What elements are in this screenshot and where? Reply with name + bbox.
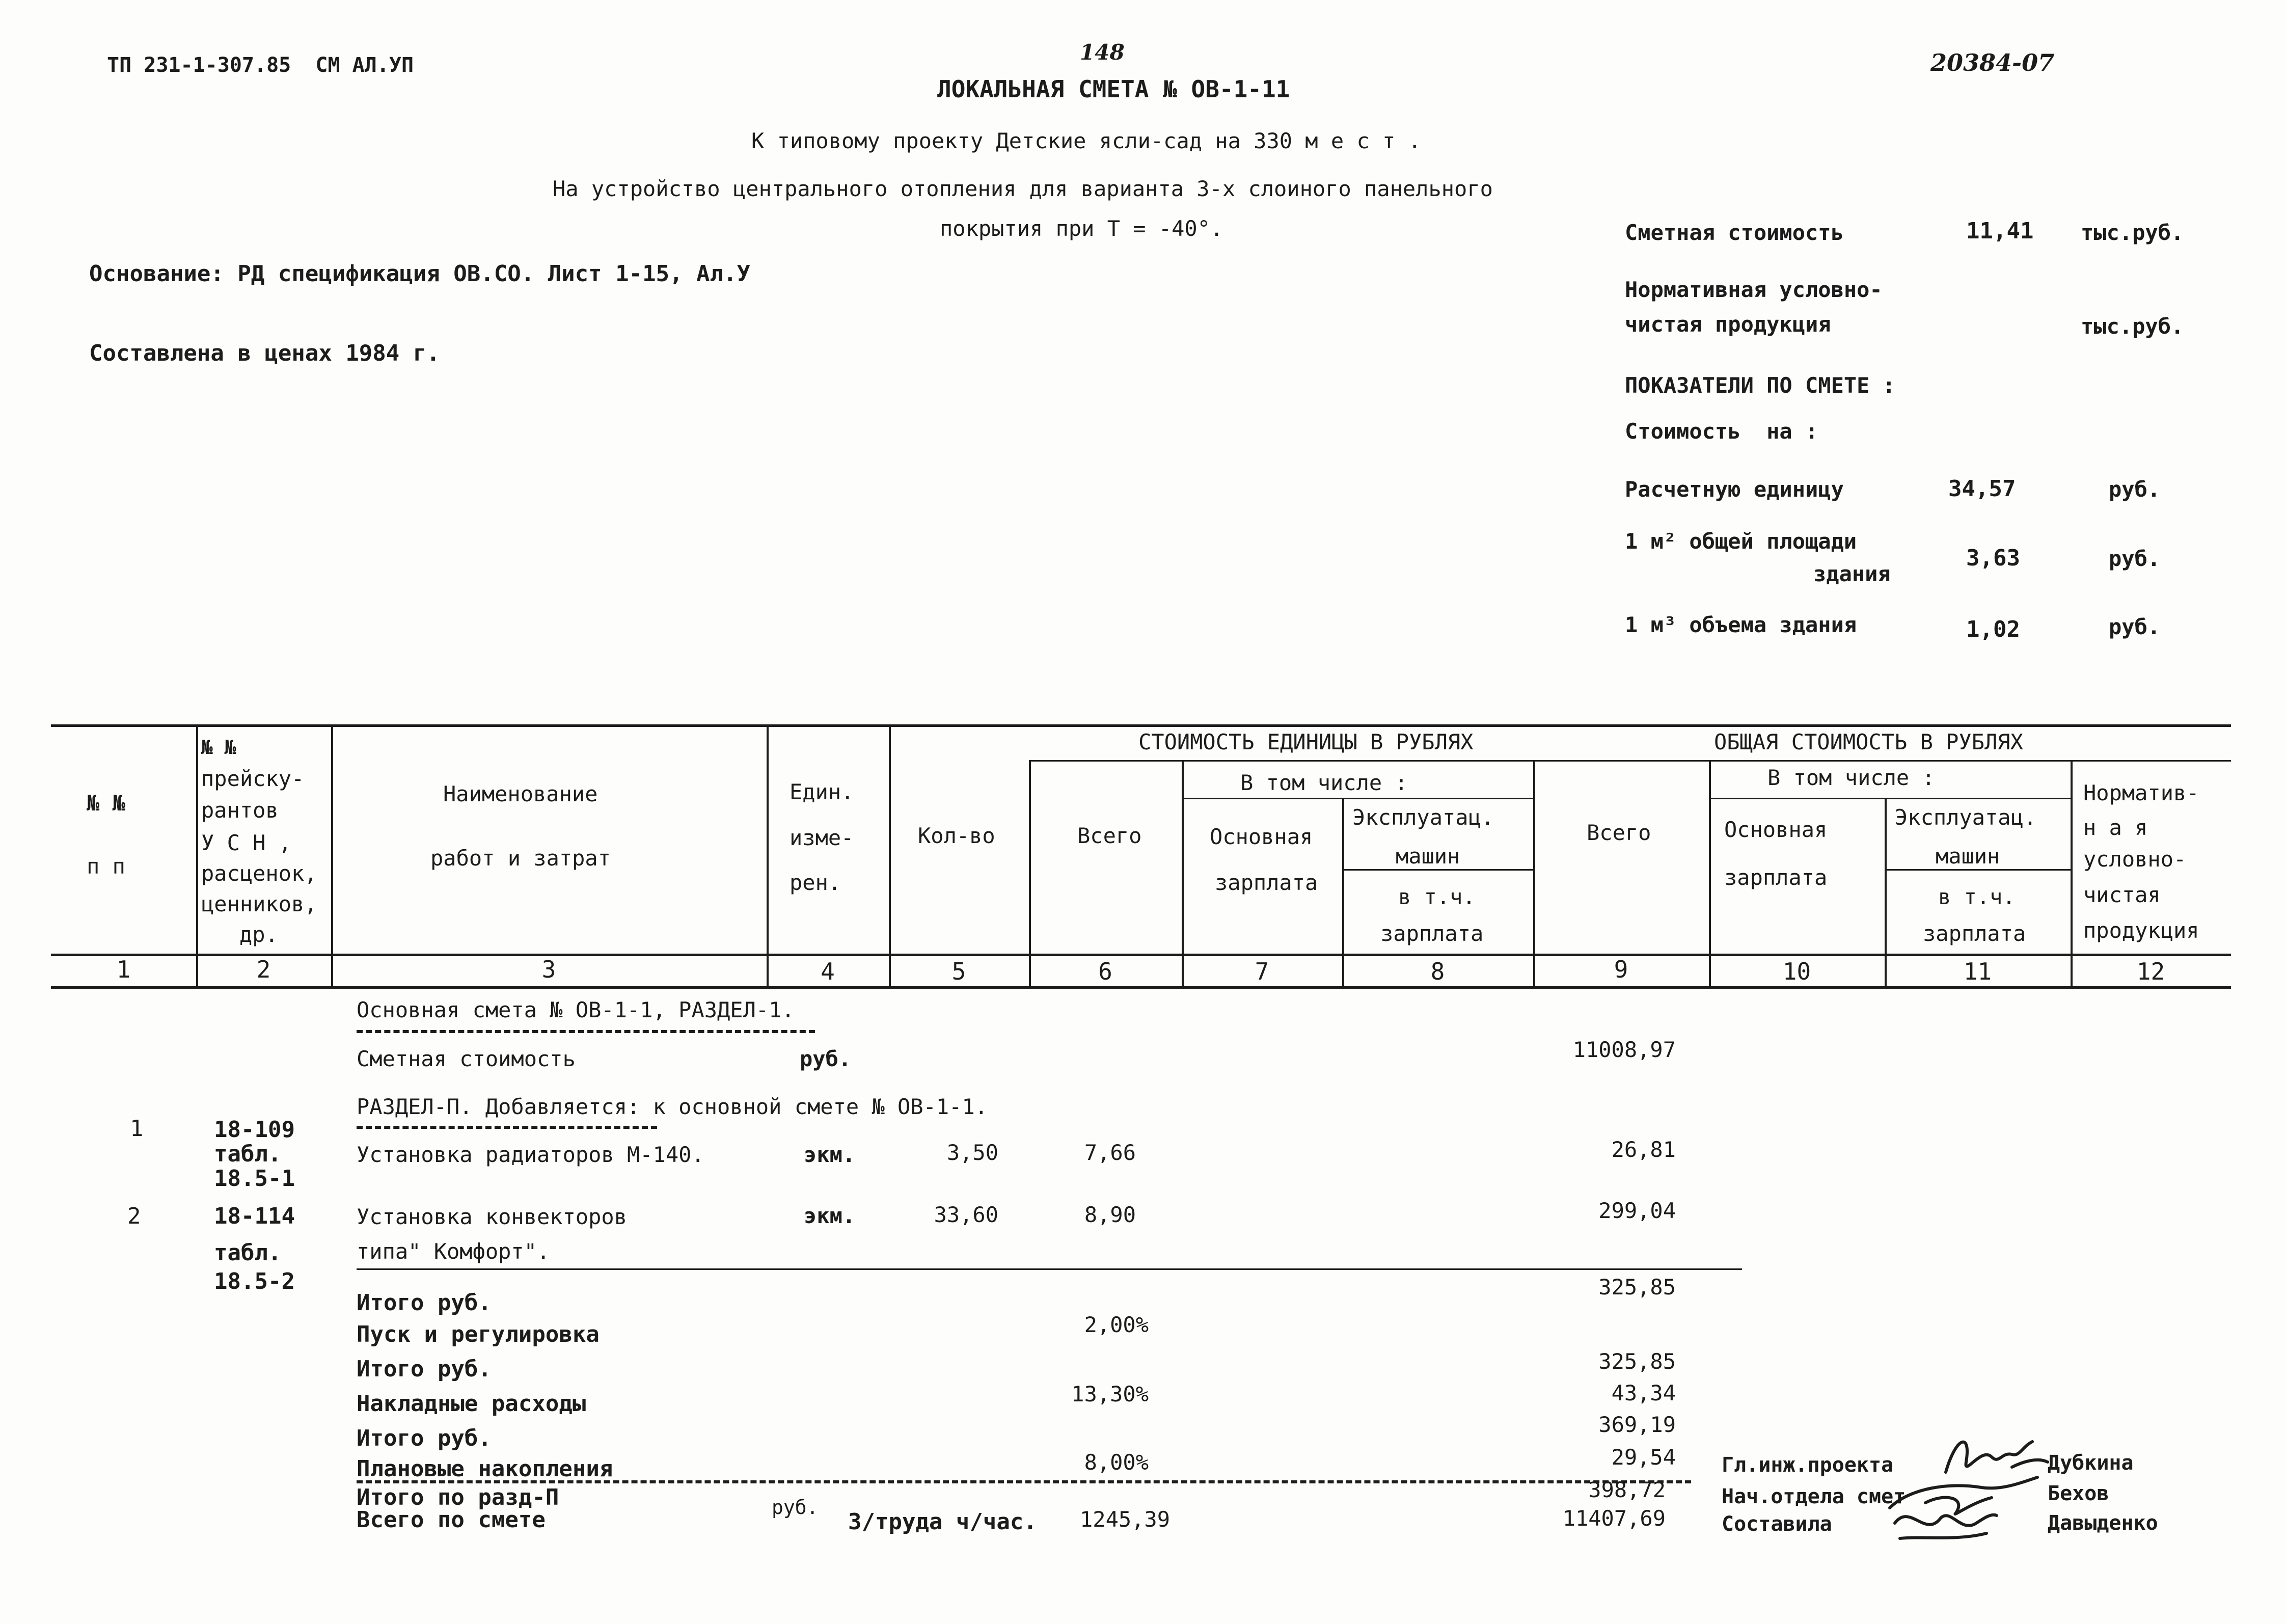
- volume-cost-label: 1 м³ объема здания: [1625, 612, 1857, 637]
- column-numbers-rule: [51, 954, 2231, 956]
- grand-total-label: Всего по смете: [357, 1507, 546, 1533]
- section-2-underline: [357, 1126, 657, 1129]
- col12-header-line3: условно-: [2083, 847, 2187, 872]
- subtotal-value: 325,85: [1598, 1275, 1676, 1300]
- col8-header-line2: машин: [1396, 844, 1460, 869]
- row-unit-total: 8,90: [1084, 1202, 1136, 1227]
- chief-engineer-name: Дубкина: [2048, 1451, 2134, 1475]
- row-name-line2: типа" Комфорт".: [357, 1239, 550, 1264]
- col2-header-line5: расценок,: [201, 861, 317, 886]
- row-code-line3: 18.5-2: [214, 1268, 295, 1294]
- estimated-cost-value: 11,41: [1966, 218, 2034, 244]
- col-number-4: 4: [821, 958, 835, 985]
- net-production-label-2: чистая продукция: [1625, 312, 1831, 337]
- planned-accumulations-value: 29,54: [1611, 1445, 1676, 1470]
- section-total-value: 398,72: [1588, 1477, 1666, 1502]
- col3-header-line2: работ и затрат: [430, 846, 611, 871]
- col3-header-line1: Наименование: [443, 781, 598, 806]
- startup-rate: 2,00%: [1084, 1312, 1149, 1337]
- col12-header-line2: н а я: [2083, 815, 2148, 840]
- estimated-cost-row-label: Сметная стоимость: [357, 1046, 576, 1071]
- col11-header-line2: машин: [1936, 844, 2000, 869]
- col-divider-4: [889, 725, 891, 986]
- net-production-label-1: Нормативная условно-: [1625, 277, 1883, 302]
- planned-accumulations-label: Плановые накопления: [357, 1456, 613, 1482]
- col-number-6: 6: [1098, 958, 1112, 985]
- area-cost-value: 3,63: [1966, 545, 2020, 571]
- subgroup-rule-total: [1709, 798, 2071, 799]
- machine-wage-rule-total: [1885, 869, 2071, 871]
- section-total-label: Итого по разд-П: [357, 1484, 559, 1510]
- unit-incl-header: В том числе :: [1240, 770, 1408, 795]
- rows-separator: [357, 1268, 1742, 1270]
- col1-header-line1: № №: [87, 791, 125, 816]
- planned-accumulations-rate: 8,00%: [1084, 1450, 1149, 1475]
- col2-header-line2: прейску-: [201, 766, 305, 791]
- compiler-role: Составила: [1722, 1512, 1832, 1536]
- row-unit: экм.: [804, 1203, 856, 1228]
- col4-header-line1: Един.: [790, 779, 854, 804]
- cost-per-label: Стоимость на :: [1625, 419, 1818, 444]
- col-divider-9: [1709, 761, 1711, 986]
- subgroup-rule-unit: [1182, 798, 1533, 799]
- row-quantity: 3,50: [946, 1140, 998, 1165]
- net-production-unit: тыс.руб.: [2081, 314, 2184, 339]
- estimated-cost-row-value: 11008,97: [1572, 1037, 1676, 1062]
- basis-line: Основание: РД спецификация ОВ.СО. Лист 1-15, Ал.У: [89, 261, 751, 287]
- unit-cost-label: Расчетную единицу: [1625, 477, 1844, 502]
- row-unit-total: 7,66: [1084, 1140, 1136, 1165]
- col2-header-line4: У С Н ,: [201, 830, 292, 855]
- col9-header: Всего: [1587, 820, 1651, 845]
- volume-cost-unit: руб.: [2109, 614, 2161, 639]
- subtotal-label: Итого руб.: [357, 1356, 492, 1382]
- startup-label: Пуск и регулировка: [357, 1321, 600, 1347]
- total-cost-group-header: ОБЩАЯ СТОИМОСТЬ В РУБЛЯХ: [1714, 729, 2023, 754]
- col-number-3: 3: [541, 956, 556, 983]
- estimate-title: ЛОКАЛЬНАЯ СМЕТА № ОВ-1-11: [937, 75, 1290, 103]
- col4-header-line2: изме-: [790, 825, 854, 850]
- total-incl-header: В том числе :: [1767, 765, 1935, 790]
- area-cost-unit: руб.: [2109, 546, 2161, 571]
- head-of-department-role: Нач.отдела смет: [1722, 1485, 1906, 1508]
- col2-header-line7: др.: [239, 922, 278, 947]
- area-cost-label-1: 1 м² общей площади: [1625, 529, 1857, 554]
- document-code: ТП 231-1-307.85 СМ АЛ.УП: [107, 53, 414, 77]
- unit-cost-group-header: СТОИМОСТЬ ЕДИНИЦЫ В РУБЛЯХ: [1138, 729, 1474, 754]
- overhead-rate: 13,30%: [1071, 1382, 1149, 1406]
- labor-label: З/труда ч/час.: [848, 1509, 1037, 1535]
- col11-header-line3: в т.ч.: [1938, 884, 2016, 909]
- col-number-7: 7: [1255, 958, 1269, 985]
- table-header-bottom-rule: [51, 986, 2231, 989]
- head-of-department-name: Бехов: [2048, 1482, 2109, 1505]
- section-2-line: РАЗДЕЛ-П. Добавляется: к основной смете № ОВ-1-1.: [357, 1094, 988, 1119]
- col2-header-line6: ценников,: [201, 891, 317, 916]
- col-number-9: 9: [1614, 956, 1628, 983]
- row-number: 2: [127, 1203, 141, 1229]
- col-number-2: 2: [256, 956, 271, 983]
- totals-dashed-rule: [357, 1480, 1691, 1483]
- col-divider-8: [1533, 761, 1535, 986]
- col-divider-1: [196, 725, 198, 986]
- row-code-line1: 18-109: [214, 1117, 295, 1143]
- subtotal-label: Итого руб.: [357, 1425, 492, 1451]
- page-number: 148: [1080, 40, 1125, 65]
- row-code-line3: 18.5-1: [214, 1166, 295, 1192]
- compiler-name: Давыденко: [2048, 1511, 2158, 1535]
- unit-cost-value: 34,57: [1948, 476, 2016, 502]
- col-number-5: 5: [951, 958, 966, 985]
- base-estimate-line: Основная смета № ОВ-1-1, РАЗДЕЛ-1.: [357, 997, 795, 1022]
- base-estimate-underline: [357, 1030, 815, 1033]
- col8-header-line3: в т.ч.: [1398, 884, 1476, 909]
- group-rule: [1029, 760, 2231, 762]
- overhead-value: 43,34: [1611, 1381, 1676, 1405]
- estimated-cost-unit: тыс.руб.: [2081, 220, 2184, 245]
- col5-header: Кол-во: [918, 823, 995, 848]
- col-number-1: 1: [116, 956, 131, 983]
- col-number-11: 11: [1963, 958, 1992, 985]
- col7-header-line2: зарплата: [1215, 870, 1318, 895]
- signature-compiler: [1885, 1493, 2002, 1549]
- col2-header-line1: № №: [201, 736, 236, 759]
- col-number-10: 10: [1782, 958, 1811, 985]
- col1-header-line2: п п: [87, 854, 125, 879]
- subtotal-label: Итого руб.: [357, 1290, 492, 1316]
- row-code-line2: табл.: [214, 1240, 282, 1266]
- volume-cost-value: 1,02: [1966, 616, 2020, 642]
- purpose-line-1: На устройство центрального отопления для варианта 3-х слоиного панельного: [553, 176, 1493, 201]
- estimated-cost-label: Сметная стоимость: [1625, 220, 1844, 245]
- col10-header-line2: зарплата: [1724, 865, 1828, 890]
- chief-engineer-role: Гл.инж.проекта: [1722, 1453, 1894, 1477]
- col-number-8: 8: [1430, 958, 1445, 985]
- row-total: 26,81: [1611, 1137, 1676, 1162]
- unit-cost-unit: руб.: [2109, 477, 2161, 502]
- col8-header-line1: Эксплуатац.: [1352, 805, 1494, 830]
- col-divider-5: [1029, 761, 1031, 986]
- col10-header-line1: Основная: [1724, 817, 1828, 842]
- archive-number: 20384-07: [1930, 49, 2055, 76]
- col2-header-line3: рантов: [201, 798, 279, 823]
- col4-header-line3: рен.: [790, 870, 841, 895]
- grand-total-value: 11407,69: [1562, 1506, 1666, 1531]
- col-divider-10: [1885, 798, 1887, 986]
- col-divider-2: [331, 725, 333, 986]
- subtotal-value: 325,85: [1598, 1349, 1676, 1374]
- row-code-line1: 18-114: [214, 1203, 295, 1229]
- purpose-line-2: покрытия при Т = -40°.: [940, 216, 1223, 241]
- row-quantity: 33,60: [934, 1202, 998, 1227]
- subtotal-value: 369,19: [1598, 1412, 1676, 1437]
- project-line: К типовому проекту Детские ясли-сад на 330 м е с т .: [751, 128, 1421, 153]
- prices-line: Составлена в ценах 1984 г.: [89, 340, 440, 366]
- col6-header: Всего: [1077, 823, 1142, 848]
- estimated-cost-row-unit: руб.: [800, 1046, 852, 1071]
- col7-header-line1: Основная: [1210, 824, 1313, 849]
- row-total: 299,04: [1598, 1198, 1676, 1223]
- row-number: 1: [130, 1116, 144, 1142]
- col-divider-3: [767, 725, 769, 986]
- col11-header-line4: зарплата: [1923, 921, 2026, 946]
- row-code-line2: табл.: [214, 1141, 282, 1167]
- overhead-label: Накладные расходы: [357, 1391, 586, 1417]
- row-name-line1: Установка радиаторов М-140.: [357, 1142, 704, 1167]
- col8-header-line4: зарплата: [1380, 921, 1484, 946]
- col12-header-line4: чистая: [2083, 882, 2161, 907]
- col-divider-6: [1182, 761, 1184, 986]
- col-number-12: 12: [2136, 958, 2165, 985]
- col11-header-line1: Эксплуатац.: [1895, 805, 2037, 830]
- col-divider-7: [1342, 798, 1344, 986]
- machine-wage-rule-unit: [1342, 869, 1533, 871]
- labor-value: 1245,39: [1080, 1507, 1171, 1532]
- row-unit: экм.: [804, 1142, 856, 1167]
- col12-header-line5: продукция: [2083, 918, 2199, 943]
- table-top-rule: [51, 724, 2231, 727]
- col12-header-line1: Норматив-: [2083, 780, 2199, 805]
- grand-total-unit: руб.: [772, 1496, 819, 1519]
- row-name-line1: Установка конвекторов: [357, 1204, 628, 1229]
- area-cost-label-2: здания: [1813, 561, 1891, 586]
- col-divider-11: [2071, 761, 2073, 986]
- indicators-title: ПОКАЗАТЕЛИ ПО СМЕТЕ :: [1625, 373, 1896, 398]
